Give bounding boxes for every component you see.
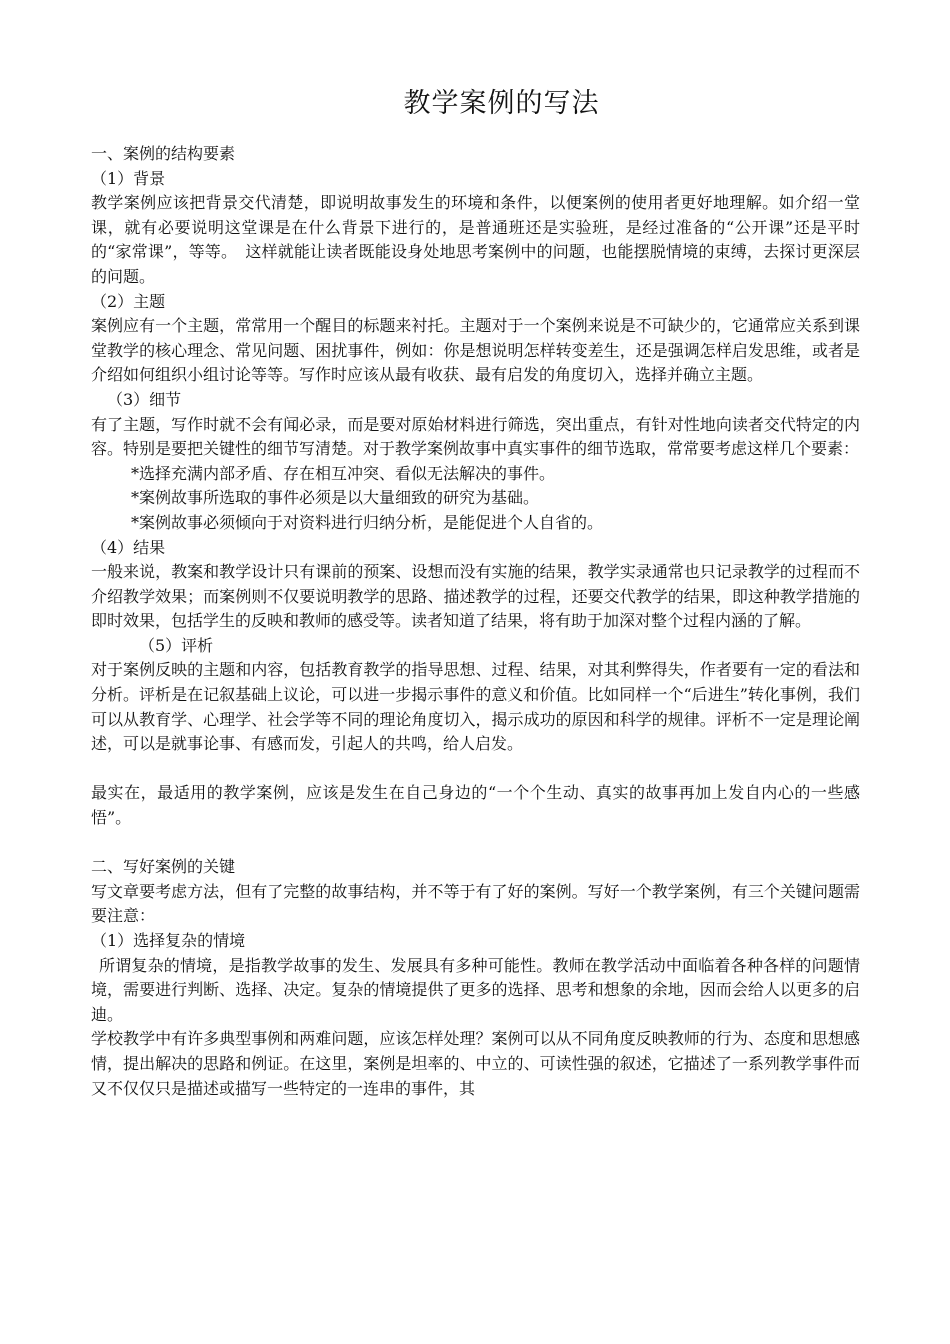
paragraph-result: 一般来说，教案和教学设计只有课前的预案、设想而没有实施的结果，教学实录通常也只记录教学的过程而不介绍教学效果；而案例则不仅要说明教学的思路、描述教学的过程，还要交代教学的结果，即这种教学措施的即时效果，包括学生的反映和教师的感受等。读者知道了结果，将有助于加深对整个过程内涵的了解。 <box>91 562 860 631</box>
subheading-background: （1）背景 <box>91 168 166 188</box>
blank-line <box>91 757 860 782</box>
subheading-complex-situation: （1）选择复杂的情境 <box>91 931 246 950</box>
document-title: 教学案例的写法 <box>403 88 600 119</box>
paragraph-details: 有了主题，写作时就不会有闻必录，而是要对原始材料进行筛选，突出重点，有针对性地向读者交代特定的内容。特别是要把关键性的细节写清楚。对于教学案例故事中真实事件的细节选取，常常要考虑这样几个要素： <box>91 414 860 459</box>
paragraph-theme: 案例应有一个主题，常常用一个醒目的标题来衬托。主题对于一个案例来说是不可缺少的，它通常应关系到课堂教学的核心理念、常见问题、困扰事件，例如：你是想说明怎样转变差生，还是强调怎样启发思维，或者是介绍如何组织小组讨论等等。写作时应该从最有收获、最有启发的角度切入，选择并确立主题。 <box>91 316 860 385</box>
blank-line <box>91 831 860 856</box>
section-heading-2: 二、写好案例的关键 <box>91 857 236 877</box>
bullet-item: *案例故事必须倾向于对资料进行归纳分析，是能促进个人自省的。 <box>131 512 604 532</box>
paragraph-background: 教学案例应该把背景交代清楚，即说明故事发生的环境和条件，以便案例的使用者更好地理解。如介绍一堂课，就有必要说明这堂课是在什么背景下进行的，是普通班还是实验班，是经过准备的“公开课”还是平时的“家常课”，等等。 这样就能让读者既能设身处地思考案例中的问题，也能摆脱情境的束缚，去探讨更深层的问题。 <box>91 193 860 286</box>
bullet-item: *案例故事所选取的事件必须是以大量细致的研究为基础。 <box>131 488 540 508</box>
paragraph-typical-cases: 学校教学中有许多典型事例和两难问题，应该怎样处理？案例可以从不同角度反映教师的行为、态度和思想感情，提出解决的思路和例证。在这里，案例是坦率的、中立的、可读性强的叙述，它描述了一系列教学事件而又不仅仅只是描述或描写一些特定的一连串的事件，其 <box>91 1029 860 1098</box>
subheading-details: （3）细节 <box>107 389 182 409</box>
subheading-result: （4）结果 <box>91 537 166 557</box>
bullet-item: *选择充满内部矛盾、存在相互冲突、看似无法解决的事件。 <box>131 463 556 483</box>
paragraph-complex-situation: 所谓复杂的情境，是指教学故事的发生、发展具有多种可能性。教师在教学活动中面临着各种各样的问题情境，需要进行判断、选择、决定。复杂的情境提供了更多的选择、思考和想象的余地，因而会给人以更多的启迪。 <box>91 955 860 1024</box>
paragraph-closing: 最实在，最适用的教学案例，应该是发生在自己身边的“一个个生动、真实的故事再加上发自内心的一些感悟”。 <box>91 783 860 828</box>
paragraph-section2-intro: 写文章要考虑方法，但有了完整的故事结构，并不等于有了好的案例。写好一个教学案例，有三个关键问题需要注意： <box>91 881 860 926</box>
subheading-theme: （2）主题 <box>91 291 166 311</box>
paragraph-analysis: 对于案例反映的主题和内容，包括教育教学的指导思想、过程、结果，对其利弊得失，作者要有一定的看法和分析。评析是在记叙基础上议论，可以进一步揭示事件的意义和价值。比如同样一个“后进生”转化事例，我们可以从教育学、心理学、社会学等不同的理论角度切入，揭示成功的原因和科学的规律。评析不一定是理论阐述，可以是就事论事、有感而发，引起人的共鸣，给人启发。 <box>91 660 860 754</box>
subheading-analysis: （5）评析 <box>139 635 214 655</box>
section-heading-1: 一、案例的结构要素 <box>91 144 236 163</box>
